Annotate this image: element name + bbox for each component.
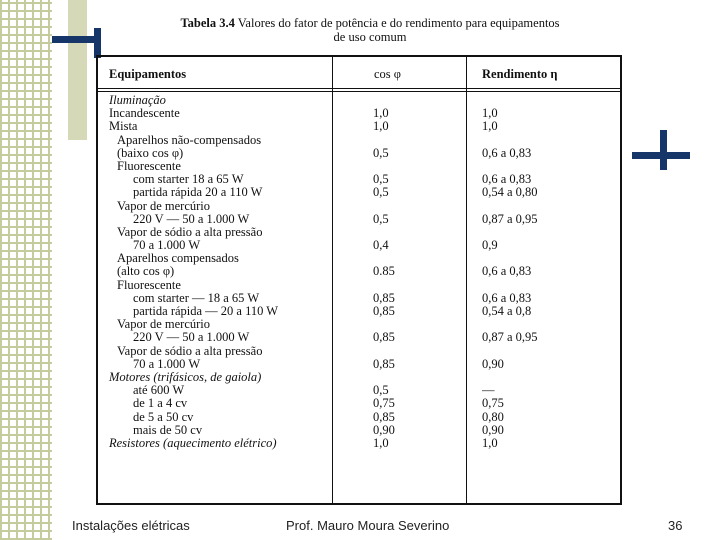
rend-value: 0,90 [482, 356, 504, 371]
table-row-label: de 5 a 50 cv [133, 409, 194, 424]
rend-value [482, 226, 602, 239]
rend-value [482, 94, 602, 107]
rend-value: 0,54 a 0,8 [482, 304, 532, 318]
table-row-label: Iluminação [109, 93, 166, 107]
rend-value: 0,6 a 0,83 [482, 145, 532, 160]
table-row-label: até 600 W [133, 383, 185, 398]
table-row-label: (alto cos φ) [117, 264, 175, 279]
table-row-label: 70 a 1.000 W [133, 238, 201, 253]
rend-value [482, 279, 602, 292]
cos-value: 0,5 [373, 145, 389, 160]
caption-text-2: de uso comum [333, 30, 407, 44]
footer-course: Instalações elétricas [72, 518, 190, 533]
decorative-bar [68, 0, 87, 140]
cos-value: 0,4 [373, 238, 389, 253]
rend-value: 0,75 [482, 396, 504, 411]
table-row-label: Resistores (aquecimento elétrico) [109, 435, 277, 450]
table-row-label: partida rápida 20 a 110 W [133, 185, 263, 200]
table-row-label: 70 a 1.000 W [133, 356, 201, 371]
rend-value: 0,6 a 0,83 [482, 290, 532, 305]
rend-value: 0,87 a 0,95 [482, 211, 538, 226]
decorative-stripes [0, 0, 52, 540]
table-caption [150, 16, 590, 44]
page-number: 36 [668, 518, 683, 533]
cos-value: 0,5 [373, 185, 389, 200]
rend-value [482, 345, 602, 358]
rend-value: 0,6 a 0,83 [482, 264, 532, 279]
footer-author: Prof. Mauro Moura Severino [286, 518, 450, 533]
table-row-label: Vapor de mercúrio [117, 198, 211, 213]
table-row-label: (baixo cos φ) [117, 145, 184, 160]
rend-value: 0,80 [482, 409, 504, 424]
table-row-label: 220 V — 50 a 1.000 W [133, 330, 250, 345]
table-row-label: Vapor de sódio a alta pressão [117, 343, 263, 358]
rend-value [482, 371, 602, 384]
cos-value: 1,0 [373, 119, 389, 134]
cos-value: 0,85 [373, 356, 395, 371]
header-rule [98, 88, 620, 89]
header-rendimento: Rendimento η [482, 67, 558, 81]
column-equipamentos [109, 94, 334, 450]
data-table [96, 55, 622, 505]
table-row-label: com starter — 18 a 65 W [133, 290, 260, 305]
table-row-label: partida rápida — 20 a 110 W [133, 304, 279, 318]
column-divider-2 [466, 57, 467, 503]
cos-value: 0,5 [373, 383, 389, 398]
column-cos-phi [373, 94, 433, 450]
table-row-label: de 1 a 4 cv [133, 396, 188, 411]
cos-value: 1,0 [373, 106, 389, 121]
rend-value: 0,54 a 0,80 [482, 185, 538, 200]
cos-value: 0,75 [373, 396, 395, 411]
cos-value: 1,0 [373, 435, 389, 450]
table-row-label: Mista [109, 119, 138, 134]
rend-value: 1,0 [482, 106, 498, 121]
cos-value: 0,85 [373, 304, 395, 318]
caption-text-1: Valores do fator de potência e do rendimento para equipamentos [237, 16, 560, 30]
cos-value [373, 134, 433, 147]
table-row-label: com starter 18 a 65 W [133, 172, 244, 187]
rend-value: 0,90 [482, 422, 504, 437]
decorative-vline [94, 28, 101, 58]
rend-value [482, 134, 602, 147]
header-cos-phi: cos φ [374, 67, 402, 81]
table-row-label: mais de 50 cv [133, 422, 203, 437]
decorative-line-top [52, 36, 100, 43]
cos-value [373, 345, 433, 358]
cos-value [373, 279, 433, 292]
rend-value: — [482, 383, 495, 398]
header-rule-2 [98, 91, 620, 92]
table-row-label: Vapor de sódio a alta pressão [117, 224, 263, 239]
header-equipamentos: Equipamentos [109, 67, 187, 81]
rend-value: 0,87 a 0,95 [482, 330, 538, 345]
decorative-vline-right [660, 130, 667, 170]
rend-value: 0,9 [482, 238, 498, 253]
cos-value: 0,85 [373, 409, 395, 424]
rend-value: 0,6 a 0,83 [482, 172, 532, 187]
cos-value [373, 200, 433, 213]
table-row-label: Motores (trifásicos, de gaiola) [109, 369, 262, 384]
table-row-label: Incandescente [109, 106, 180, 121]
column-rendimento [482, 94, 602, 450]
cos-value: 0,5 [373, 211, 389, 226]
cos-value: 0,85 [373, 290, 395, 305]
table-row-label: Aparelhos não-compensados [117, 132, 262, 147]
table-row-label: Fluorescente [117, 158, 181, 173]
rend-value [482, 200, 602, 213]
table-row-label: 220 V — 50 a 1.000 W [133, 211, 250, 226]
table-row-label: Vapor de mercúrio [117, 317, 211, 332]
cos-value: 0,85 [373, 330, 395, 345]
cos-value: 0.85 [373, 264, 395, 279]
cos-value: 0,5 [373, 172, 389, 187]
table-row-label: Aparelhos compensados [117, 251, 239, 266]
caption-number: Tabela 3.4 [180, 16, 235, 30]
rend-value: 1,0 [482, 119, 498, 134]
rend-value: 1,0 [482, 435, 498, 450]
cos-value: 0,90 [373, 422, 395, 437]
table-row-label: Fluorescente [117, 277, 181, 292]
